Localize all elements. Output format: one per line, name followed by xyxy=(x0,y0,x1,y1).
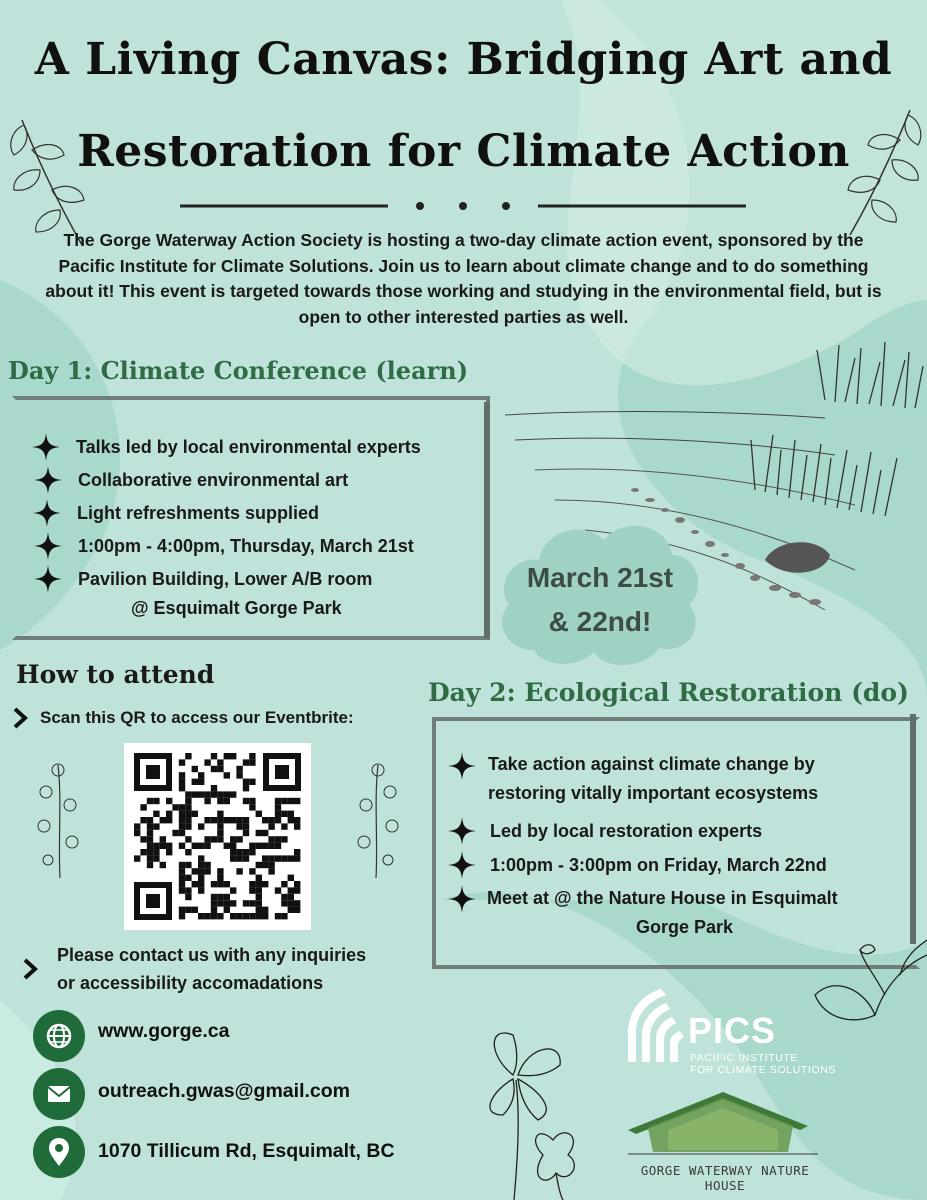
date-badge-line1: March 21st xyxy=(526,562,674,593)
vine-illustration-icon xyxy=(805,935,927,1045)
day2-item4-line2: Gorge Park xyxy=(636,917,734,937)
day1-item-label: Collaborative environmental art xyxy=(78,470,349,490)
chevron-right-icon xyxy=(22,958,38,980)
day1-item-label: 1:00pm - 4:00pm, Thursday, March 21st xyxy=(78,536,414,556)
email-link[interactable]: outreach.gwas@gmail.com xyxy=(98,1080,350,1102)
qr-code-icon xyxy=(124,743,311,930)
leaf-sprig-right-icon xyxy=(840,100,925,240)
globe-icon xyxy=(33,1010,85,1062)
pics-logo-icon xyxy=(626,987,686,1067)
website-link[interactable]: www.gorge.ca xyxy=(98,1020,230,1042)
contact-line2: or accessibility accomadations xyxy=(57,973,324,993)
day1-item5-line2: @ Esquimalt Gorge Park xyxy=(131,598,342,618)
sparkle-icon xyxy=(32,433,60,461)
intro-paragraph: The Gorge Waterway Action Society is hosting a two-day climate action event, sponsored by the Pacific Institute for Climate Solutions. Join us to learn about climate change and to do something about it! This event is targeted towards those working and studying in the environmental field, but is open to other interested parties as well. xyxy=(45,230,882,327)
title-divider xyxy=(180,196,750,216)
date-badge xyxy=(498,556,702,644)
day1-item-label: Pavilion Building, Lower A/B room xyxy=(78,569,373,589)
day2-item1-line2: restoring vitally important ecosystems xyxy=(488,783,819,803)
day1-heading: Day 1: Climate Conference (learn) xyxy=(8,356,469,385)
list-item xyxy=(78,536,423,569)
list-item xyxy=(78,569,423,597)
sparkle-icon xyxy=(448,752,476,780)
page-title-line1: A Living Canvas: Bridging Art and xyxy=(34,34,893,85)
pics-full-line1: PACIFIC INSTITUTE xyxy=(690,1052,799,1064)
day2-item1-line1: Take action against climate change by xyxy=(488,754,815,774)
nature-house-logo-icon xyxy=(628,1090,818,1160)
how-to-attend-heading: How to attend xyxy=(16,660,215,689)
sparkle-icon xyxy=(34,565,62,593)
list-item xyxy=(78,470,423,503)
day2-item3: 1:00pm - 3:00pm on Friday, March 22nd xyxy=(490,855,827,875)
pics-full-line2: FOR CLIMATE SOLUTIONS xyxy=(690,1064,837,1076)
location-pin-icon xyxy=(33,1126,85,1178)
pics-full-name xyxy=(690,1052,836,1076)
date-badge-line2: & 22nd! xyxy=(548,606,652,637)
day2-item4-line1: Meet at @ the Nature House in Esquimalt xyxy=(487,888,838,908)
flower-sprig-left-icon xyxy=(28,760,88,880)
chevron-right-icon xyxy=(12,707,28,729)
day1-item-label: Light refreshments supplied xyxy=(77,503,320,523)
pics-logo-text: PICS xyxy=(688,1010,777,1051)
sparkle-icon xyxy=(33,499,61,527)
sparkle-icon xyxy=(34,532,62,560)
list-item xyxy=(76,437,421,470)
clover-illustration-icon xyxy=(468,1015,598,1200)
eventbrite-qr-code[interactable] xyxy=(124,743,311,930)
day2-box-shadow xyxy=(910,714,916,944)
sparkle-icon xyxy=(448,817,476,845)
flower-sprig-right-icon xyxy=(348,760,408,880)
day2-item2: Led by local restoration experts xyxy=(490,821,763,841)
list-item xyxy=(77,503,422,536)
day2-heading: Day 2: Ecological Restoration (do) xyxy=(428,678,909,707)
qr-instruction: Scan this QR to access our Eventbrite: xyxy=(40,708,354,727)
nature-house-logo-text: GORGE WATERWAY NATURE HOUSE xyxy=(640,1163,810,1193)
sparkle-icon xyxy=(448,851,476,879)
mail-icon xyxy=(33,1068,85,1120)
address-text: 1070 Tillicum Rd, Esquimalt, BC xyxy=(98,1140,395,1162)
page-title-line2: Restoration for Climate Action xyxy=(77,126,850,177)
sparkle-icon xyxy=(34,466,62,494)
sparkle-icon xyxy=(448,885,476,913)
day1-list xyxy=(76,437,421,597)
contact-line1: Please contact us with any inquiries xyxy=(57,945,367,965)
day1-item-label: Talks led by local environmental experts xyxy=(76,437,421,457)
day1-box-shadow xyxy=(484,402,490,638)
